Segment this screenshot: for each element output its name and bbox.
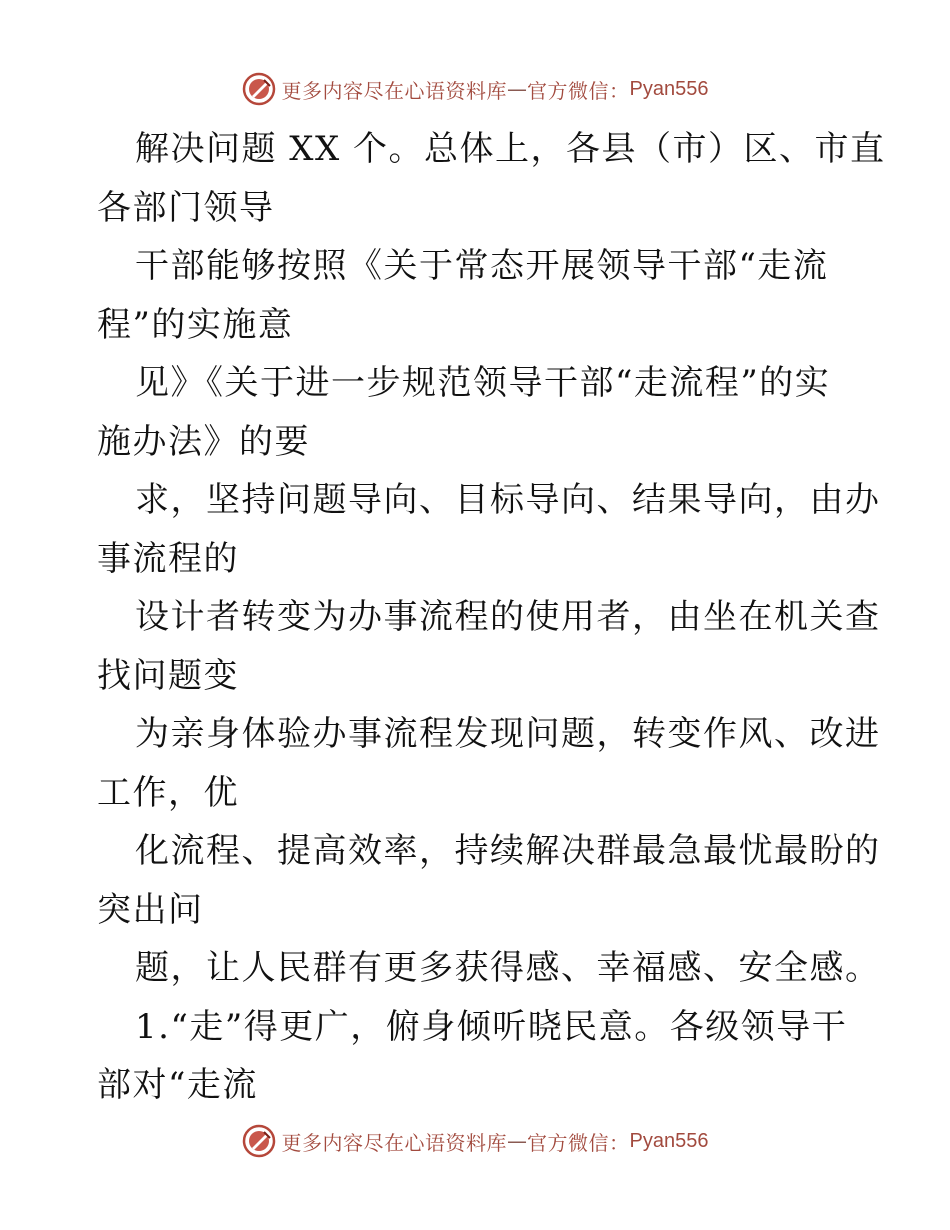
pen-nib-logo-icon xyxy=(242,72,276,106)
body-line: 设计者转变为办事流程的使用者，由坐在机关查 xyxy=(135,597,881,637)
body-line: 部对“走流 xyxy=(97,1065,258,1105)
body-line: 工作，优 xyxy=(97,772,239,813)
body-line: 各部门领导 xyxy=(97,187,275,228)
watermark-account: Pyan556 xyxy=(629,1129,709,1152)
body-line: 程”的实施意 xyxy=(97,304,294,345)
watermark-separator: — xyxy=(507,1129,528,1153)
body-line: 化流程、提高效率，持续解决群最急最忧最盼的 xyxy=(135,831,881,871)
document-body xyxy=(97,120,886,1115)
body-line: 施办法》的要 xyxy=(97,421,310,462)
body-line: 突出问 xyxy=(97,889,204,930)
body-line: 干部能够按照《关于常态开展领导干部“走流 xyxy=(135,246,829,286)
body-line: 求，坚持问题导向、目标导向、结果导向，由办 xyxy=(135,480,881,520)
watermark-separator: — xyxy=(507,77,528,101)
body-line: 1.“走”得更广，俯身倾听晓民意。各级领导干 xyxy=(135,1006,848,1047)
watermark-suffix: 官方微信： xyxy=(527,1130,630,1155)
body-line: 见》《关于进一步规范领导干部“走流程”的实 xyxy=(135,363,831,403)
watermark-text: 更多内容尽在心语资料库 xyxy=(281,78,508,103)
body-line: 找问题变 xyxy=(97,655,239,696)
footer-watermark xyxy=(0,1124,950,1158)
watermark-suffix: 官方微信： xyxy=(527,78,630,103)
body-line: 题，让人民群有更多获得感、幸福感、安全感。 xyxy=(135,948,881,988)
watermark-account: Pyan556 xyxy=(629,77,709,100)
body-line: 为亲身体验办事流程发现问题，转变作风、改进 xyxy=(135,714,881,754)
pen-nib-logo-icon xyxy=(242,1124,276,1158)
header-watermark xyxy=(0,72,950,106)
watermark-text: 更多内容尽在心语资料库 xyxy=(281,1130,508,1155)
body-line: 事流程的 xyxy=(97,538,239,579)
body-line: 解决问题 XX 个。总体上，各县（市）区、市直 xyxy=(135,129,886,169)
